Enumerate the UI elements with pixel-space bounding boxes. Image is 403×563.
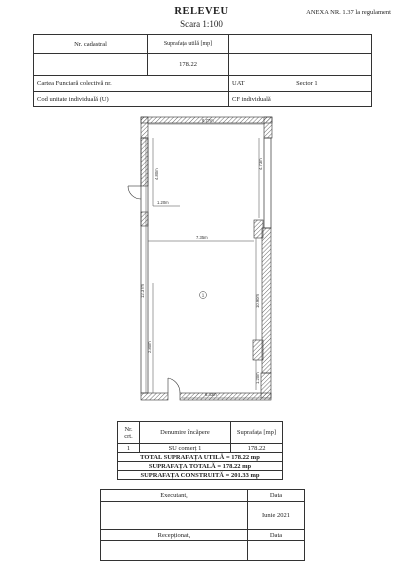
col-nr-header: Nr. crt. (118, 422, 140, 444)
col-name-header: Denumire încăpere (140, 422, 231, 444)
cf-individual-label: CF individuală (229, 92, 372, 107)
receptionist-signature (101, 541, 248, 561)
dim-left-total: 12.37m (140, 284, 145, 298)
area-value: 178.22 (148, 54, 229, 76)
uat-value: Sector 1 (296, 80, 318, 87)
unit-code-label: Cod unitate individuală (U) (34, 92, 229, 107)
executant-label: Executant, (101, 490, 248, 502)
dim-bottom-width: 6.43m (205, 392, 217, 397)
wall-bottom-right (180, 393, 271, 400)
total-area: SUPRAFAȚA TOTALĂ = 178.22 mp (118, 462, 283, 471)
table-row (118, 444, 283, 453)
area-label: Suprafața utilă [mp] (148, 35, 229, 54)
dim-right-top: 4.73m (258, 158, 263, 170)
floor-plan (0, 108, 403, 418)
wall-right-top (264, 117, 272, 138)
col-area-header: Suprafața [mp] (231, 422, 283, 444)
wall-right-upper (264, 138, 271, 228)
date-label: Data (248, 490, 305, 502)
door-left (128, 186, 141, 199)
row-area: 178.22 (231, 444, 283, 453)
room-number: 1 (201, 292, 205, 298)
door-bottom (168, 378, 180, 393)
built-area: SUPRAFAȚA CONSTRUITĂ = 201.33 mp (118, 471, 283, 480)
pillar-right-top (254, 220, 263, 238)
cadastral-label: Nr. cadastral (34, 35, 148, 54)
info-empty-2 (229, 54, 372, 76)
dim-left-top: 4.80m (154, 168, 159, 180)
receptionist-date (248, 541, 305, 561)
info-empty-1 (229, 35, 372, 54)
wall-left-top (141, 117, 148, 138)
dim-top-width: 6.77m (202, 118, 214, 123)
wall-left-upper (141, 138, 148, 186)
walls (141, 117, 272, 400)
room-table (117, 421, 283, 480)
pillar-right-bottom (253, 340, 263, 360)
wall-right-thick (262, 228, 271, 373)
date-value: Iunie 2021 (248, 502, 305, 530)
annex-label: ANEXA NR. 1.37 la regulament (306, 9, 391, 16)
cf-collective-label: Cartea Funciară colectivă nr. (34, 76, 229, 92)
receptionist-label: Recepționat, (101, 530, 248, 541)
row-nr: 1 (118, 444, 140, 453)
total-useful: TOTAL SUPRAFAȚA UTILĂ = 178.22 mp (118, 453, 283, 462)
date-label-2: Data (248, 530, 305, 541)
dim-right-small: 1.20m (255, 372, 260, 384)
cadastral-value (34, 54, 148, 76)
page-title: RELEVEU (174, 6, 229, 17)
wall-left-step (141, 212, 148, 226)
dim-left-step: 1.20m (157, 200, 169, 205)
executant-signature (101, 502, 248, 530)
uat-cell (229, 76, 372, 92)
dim-mid-width: 7.35m (196, 235, 208, 240)
signature-table (100, 489, 305, 561)
wall-bottom-left (141, 393, 168, 400)
uat-label: UAT (232, 80, 245, 87)
scale-label: Scara 1:100 (180, 19, 223, 29)
dim-right-long: 10.90m (255, 294, 260, 308)
dim-left-bottom: 2.80m (147, 341, 152, 353)
info-table (33, 34, 372, 107)
row-name: SU comerț 1 (140, 444, 231, 453)
dimension-lines (146, 124, 264, 398)
